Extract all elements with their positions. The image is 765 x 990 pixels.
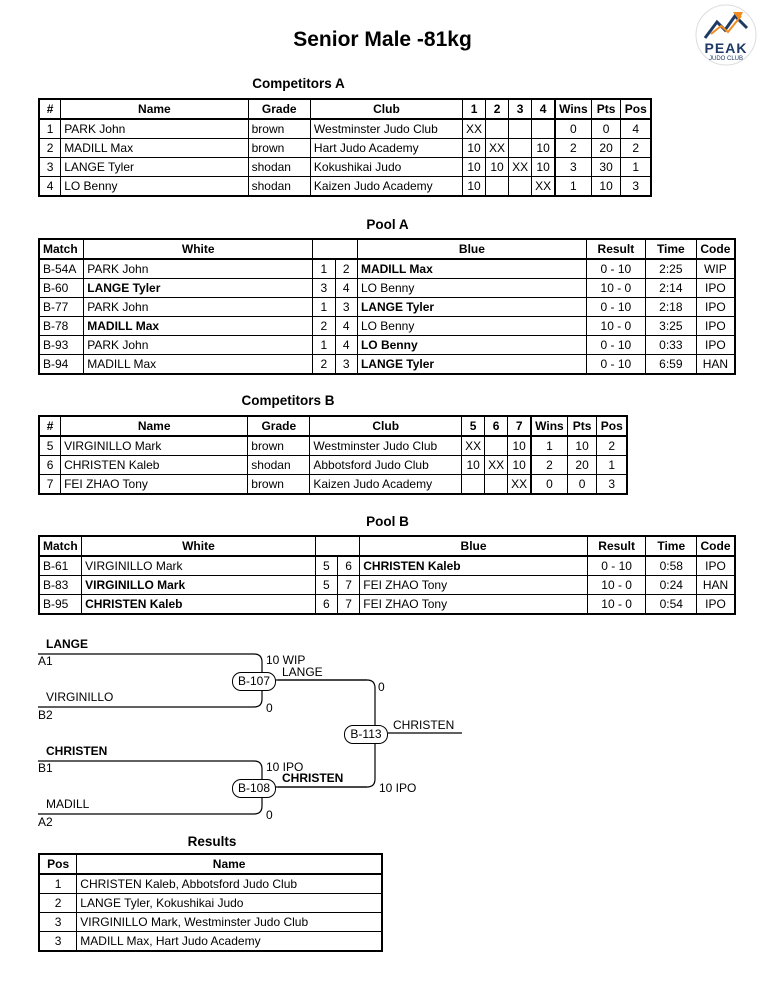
white-number: 1 (313, 298, 335, 317)
table-cell (486, 119, 509, 139)
match-result: 10 - 0 (587, 595, 646, 615)
match-time: 6:59 (645, 355, 696, 375)
semi1-top-score: 10 WIP (266, 653, 306, 667)
table-cell: CHRISTEN Kaleb (61, 456, 248, 475)
match-time: 0:33 (645, 336, 696, 355)
semi2-top-seed: B1 (38, 761, 53, 775)
table-cell: 0 (591, 119, 621, 139)
table-cell: shodan (248, 456, 310, 475)
table-cell: PARK John (61, 119, 248, 139)
column-header: Time (646, 536, 697, 556)
table-cell: 4 (39, 177, 61, 197)
column-header: Club (310, 416, 462, 436)
table-cell: 0 (555, 119, 591, 139)
column-header: Grade (248, 99, 310, 119)
table-cell: XX (463, 119, 486, 139)
semi2-bottom-name: MADILL (46, 797, 90, 811)
match-code: IPO (697, 556, 735, 576)
match-code: IPO (696, 317, 735, 336)
table-cell: MADILL Max, Hart Judo Academy (77, 932, 382, 952)
results-heading: Results (187, 834, 237, 849)
white-player: MADILL Max (84, 317, 313, 336)
table-cell (509, 119, 532, 139)
column-header: Pos (39, 854, 77, 874)
table-cell: 3 (39, 913, 77, 932)
final-bottom-score: 10 IPO (379, 781, 417, 795)
match-id: B-83 (39, 576, 82, 595)
table-cell: 4 (621, 119, 651, 139)
match-time: 2:14 (645, 279, 696, 298)
column-header: 3 (509, 99, 532, 119)
match-time: 2:18 (645, 298, 696, 317)
competitors-a-heading: Competitors A (252, 76, 345, 91)
semi1-top-seed: A1 (38, 654, 53, 668)
table-row (39, 913, 382, 932)
column-header: Name (77, 854, 382, 874)
column-header: Result (586, 239, 645, 259)
pool-b-table (38, 535, 736, 615)
column-header: Result (587, 536, 646, 556)
table-cell: VIRGINILLO Mark, Westminster Judo Club (77, 913, 382, 932)
table-row (39, 139, 651, 158)
semi1-bottom-name: VIRGINILLO (46, 690, 114, 704)
table-cell: XX (486, 139, 509, 158)
table-cell: 2 (621, 139, 651, 158)
column-header: Blue (357, 239, 586, 259)
semi1-match-box: B-107 (232, 672, 276, 691)
table-header-row (39, 99, 651, 119)
table-header-row (39, 416, 627, 436)
column-header: Grade (248, 416, 310, 436)
match-id: B-60 (39, 279, 84, 298)
white-number: 3 (313, 279, 335, 298)
table-cell: Westminster Judo Club (310, 436, 462, 456)
match-result: 10 - 0 (586, 317, 645, 336)
match-time: 2:25 (645, 259, 696, 279)
table-row (39, 894, 382, 913)
match-time: 0:54 (646, 595, 697, 615)
white-number: 2 (313, 317, 335, 336)
column-header: Name (61, 416, 248, 436)
table-row (39, 874, 382, 894)
blue-player: LO Benny (357, 317, 586, 336)
blue-player: LO Benny (357, 336, 586, 355)
pool-b-heading: Pool B (366, 514, 409, 529)
column-header-spacer (315, 536, 360, 556)
column-header: Pts (591, 99, 621, 119)
table-cell: 10 (486, 158, 509, 177)
table-cell: Kaizen Judo Academy (310, 475, 462, 495)
match-code: IPO (696, 279, 735, 298)
table-cell: Hart Judo Academy (310, 139, 462, 158)
column-header: # (39, 99, 61, 119)
table-cell: XX (462, 436, 485, 456)
semi2-top-name: CHRISTEN (46, 744, 108, 758)
blue-number: 3 (335, 298, 357, 317)
blue-number: 4 (335, 317, 357, 336)
table-header-row (39, 239, 735, 259)
column-header: 6 (485, 416, 508, 436)
table-cell: MADILL Max (61, 139, 248, 158)
semi2-bottom-score: 0 (266, 808, 273, 822)
column-header: Club (310, 99, 462, 119)
table-cell: 10 (508, 456, 532, 475)
table-cell: brown (248, 436, 310, 456)
table-cell: 3 (597, 475, 627, 495)
table-cell: Kokushikai Judo (310, 158, 462, 177)
match-code: IPO (696, 336, 735, 355)
match-result: 10 - 0 (587, 576, 646, 595)
blue-player: FEI ZHAO Tony (360, 576, 588, 595)
white-player: VIRGINILLO Mark (82, 576, 316, 595)
white-player: MADILL Max (84, 355, 313, 375)
table-cell: 2 (39, 139, 61, 158)
column-header: 1 (463, 99, 486, 119)
pool-a-heading: Pool A (366, 217, 409, 232)
match-id: B-95 (39, 595, 82, 615)
blue-number: 6 (338, 556, 360, 576)
match-id: B-61 (39, 556, 82, 576)
column-header: Pos (621, 99, 651, 119)
match-code: IPO (697, 595, 735, 615)
table-cell: 1 (39, 874, 77, 894)
table-cell (532, 119, 556, 139)
match-row (39, 317, 735, 336)
table-cell: 0 (567, 475, 597, 495)
match-code: HAN (696, 355, 735, 375)
semi1-bottom-seed: B2 (38, 708, 53, 722)
blue-player: LANGE Tyler (357, 298, 586, 317)
match-result: 0 - 10 (586, 259, 645, 279)
column-header-spacer (313, 239, 358, 259)
table-row (39, 932, 382, 952)
column-header: Match (39, 536, 82, 556)
table-cell: 20 (567, 456, 597, 475)
blue-player: FEI ZHAO Tony (360, 595, 588, 615)
table-header-row (39, 536, 735, 556)
table-cell: 1 (555, 177, 591, 197)
logo-text: PEAK (704, 40, 748, 56)
table-cell: 3 (555, 158, 591, 177)
match-row (39, 259, 735, 279)
table-cell: XX (508, 475, 532, 495)
white-number: 5 (315, 556, 337, 576)
semi2-winner: CHRISTEN (282, 771, 344, 785)
match-row (39, 355, 735, 375)
white-number: 2 (313, 355, 335, 375)
table-cell (485, 475, 508, 495)
column-header: White (82, 536, 316, 556)
white-number: 1 (313, 259, 335, 279)
table-cell: 10 (532, 139, 556, 158)
table-cell: 1 (531, 436, 567, 456)
competitors-b-table (38, 415, 628, 495)
match-result: 0 - 10 (587, 556, 646, 576)
match-id: B-54A (39, 259, 84, 279)
blue-number: 2 (335, 259, 357, 279)
table-cell: brown (248, 139, 310, 158)
table-cell: 2 (597, 436, 627, 456)
semi1-top-name: LANGE (46, 637, 88, 651)
column-header: White (84, 239, 313, 259)
white-player: PARK John (84, 259, 313, 279)
pool-a-table (38, 238, 736, 375)
table-row (39, 119, 651, 139)
table-cell: XX (509, 158, 532, 177)
column-header: # (39, 416, 61, 436)
white-player: LANGE Tyler (84, 279, 313, 298)
match-result: 0 - 10 (586, 355, 645, 375)
table-cell: Westminster Judo Club (310, 119, 462, 139)
table-cell: 10 (463, 158, 486, 177)
match-time: 0:24 (646, 576, 697, 595)
competitors-a-table (38, 98, 652, 197)
column-header: Blue (360, 536, 588, 556)
semi1-winner: LANGE (282, 665, 323, 679)
column-header: Name (61, 99, 248, 119)
table-cell: 10 (462, 456, 485, 475)
column-header: Code (697, 536, 735, 556)
competitors-b-heading: Competitors B (241, 393, 335, 408)
semi2-match-box: B-108 (232, 779, 276, 798)
table-cell: 2 (531, 456, 567, 475)
match-code: WIP (696, 259, 735, 279)
table-cell: 10 (591, 177, 621, 197)
table-row (39, 158, 651, 177)
match-result: 0 - 10 (586, 298, 645, 317)
table-cell (509, 139, 532, 158)
white-number: 5 (315, 576, 337, 595)
column-header: Pts (567, 416, 597, 436)
table-cell: 10 (463, 177, 486, 197)
match-id: B-93 (39, 336, 84, 355)
white-player: PARK John (84, 336, 313, 355)
table-row (39, 436, 627, 456)
page-title: Senior Male -81kg (293, 28, 472, 51)
table-cell (486, 177, 509, 197)
white-number: 1 (313, 336, 335, 355)
column-header: Match (39, 239, 84, 259)
match-id: B-94 (39, 355, 84, 375)
match-id: B-77 (39, 298, 84, 317)
blue-number: 4 (335, 336, 357, 355)
table-cell: shodan (248, 158, 310, 177)
table-cell (485, 436, 508, 456)
blue-number: 7 (338, 595, 360, 615)
match-code: IPO (696, 298, 735, 317)
table-cell: 5 (39, 436, 61, 456)
white-number: 6 (315, 595, 337, 615)
table-cell: XX (485, 456, 508, 475)
column-header: Time (645, 239, 696, 259)
column-header: 2 (486, 99, 509, 119)
table-cell: LANGE Tyler, Kokushikai Judo (77, 894, 382, 913)
table-cell: 10 (567, 436, 597, 456)
match-row (39, 556, 735, 576)
table-cell: 10 (508, 436, 532, 456)
final-winner: CHRISTEN (393, 718, 455, 732)
table-cell: 1 (621, 158, 651, 177)
table-cell: CHRISTEN Kaleb, Abbotsford Judo Club (77, 874, 382, 894)
blue-player: LANGE Tyler (357, 355, 586, 375)
table-cell: 1 (39, 119, 61, 139)
semi2-bottom-seed: A2 (38, 815, 53, 829)
match-code: HAN (697, 576, 735, 595)
table-row (39, 456, 627, 475)
match-row (39, 595, 735, 615)
semi2-top-score: 10 IPO (266, 760, 304, 774)
white-player: CHRISTEN Kaleb (82, 595, 316, 615)
match-time: 0:58 (646, 556, 697, 576)
elimination-bracket (0, 630, 765, 830)
table-row (39, 475, 627, 495)
table-header-row (39, 854, 382, 874)
table-cell: 3 (621, 177, 651, 197)
table-cell: XX (532, 177, 556, 197)
blue-number: 4 (335, 279, 357, 298)
column-header: Wins (555, 99, 591, 119)
table-cell: LO Benny (61, 177, 248, 197)
table-cell: brown (248, 119, 310, 139)
table-cell (509, 177, 532, 197)
column-header: Wins (531, 416, 567, 436)
final-match-box: B-113 (344, 725, 388, 744)
match-time: 3:25 (645, 317, 696, 336)
table-cell: 3 (39, 932, 77, 952)
column-header: Code (696, 239, 735, 259)
table-cell: LANGE Tyler (61, 158, 248, 177)
table-cell: 6 (39, 456, 61, 475)
white-player: PARK John (84, 298, 313, 317)
semi1-bottom-score: 0 (266, 701, 273, 715)
blue-player: CHRISTEN Kaleb (360, 556, 588, 576)
table-cell: 1 (597, 456, 627, 475)
match-row (39, 298, 735, 317)
table-cell: 7 (39, 475, 61, 495)
match-row (39, 576, 735, 595)
table-cell: 10 (532, 158, 556, 177)
table-cell: 10 (463, 139, 486, 158)
table-cell (462, 475, 485, 495)
column-header: 7 (508, 416, 532, 436)
results-table (38, 853, 383, 952)
table-cell: 3 (39, 158, 61, 177)
final-top-score: 0 (378, 680, 385, 694)
table-cell: 20 (591, 139, 621, 158)
table-row (39, 177, 651, 197)
blue-player: LO Benny (357, 279, 586, 298)
column-header: Pos (597, 416, 627, 436)
match-row (39, 336, 735, 355)
match-result: 10 - 0 (586, 279, 645, 298)
table-cell: VIRGINILLO Mark (61, 436, 248, 456)
blue-player: MADILL Max (357, 259, 586, 279)
column-header: 5 (462, 416, 485, 436)
white-player: VIRGINILLO Mark (82, 556, 316, 576)
table-cell: Abbotsford Judo Club (310, 456, 462, 475)
table-cell: Kaizen Judo Academy (310, 177, 462, 197)
table-cell: 2 (555, 139, 591, 158)
match-row (39, 279, 735, 298)
table-cell: FEI ZHAO Tony (61, 475, 248, 495)
table-cell: 30 (591, 158, 621, 177)
match-result: 0 - 10 (586, 336, 645, 355)
table-cell: shodan (248, 177, 310, 197)
match-id: B-78 (39, 317, 84, 336)
table-cell: 2 (39, 894, 77, 913)
column-header: 4 (532, 99, 556, 119)
blue-number: 3 (335, 355, 357, 375)
blue-number: 7 (338, 576, 360, 595)
table-cell: brown (248, 475, 310, 495)
logo-subtext: JUDO CLUB (708, 56, 743, 62)
table-cell: 0 (531, 475, 567, 495)
